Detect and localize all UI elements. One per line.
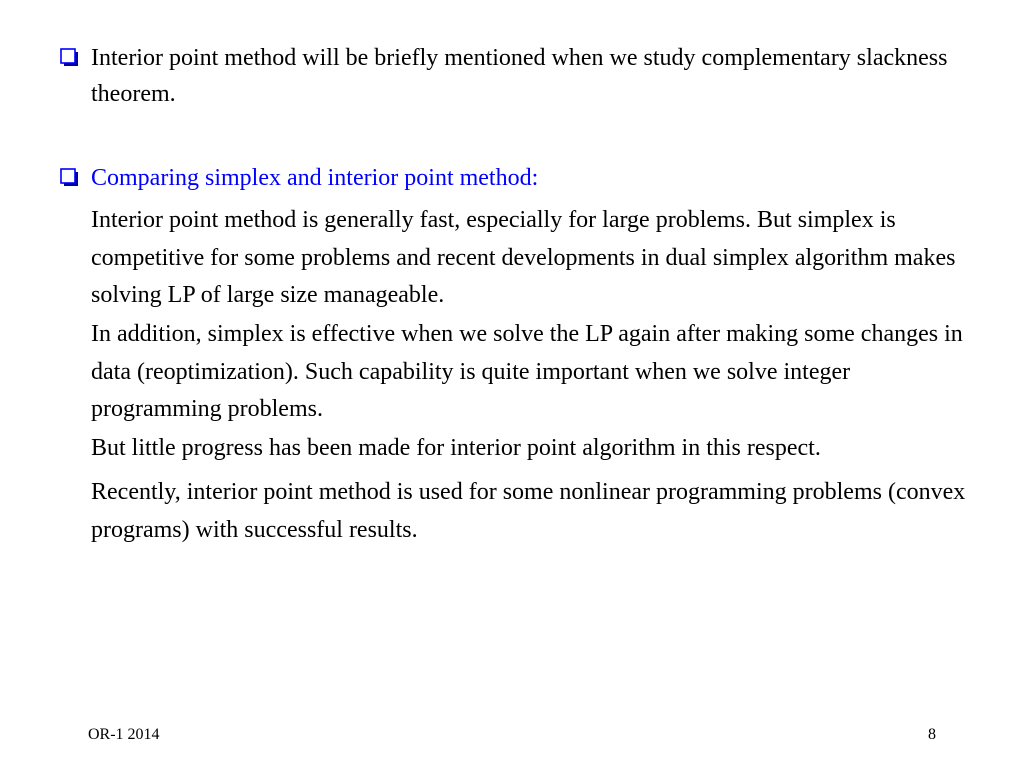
bullet-item-2 [60,160,960,196]
paragraph-1: Interior point method is generally fast, especially for large problems. But simplex is competitive for some problems and recent developments in dual simplex algorithm makes solving LP of large size manageable. [91,207,956,308]
section-heading: Comparing simplex and interior point method: [91,165,539,191]
checkbox-bullet-icon [60,48,79,67]
footer-course-label: OR-1 2014 [88,726,160,743]
paragraph-2: In addition, simplex is effective when we solve the LP again after making some changes in data (reoptimization). Such capability is quite important when we solve integer programming problems. [91,321,963,422]
paragraph-4: Recently, interior point method is used for some nonlinear programming problems (convex programs) with successful results. [91,479,966,543]
checkbox-bullet-icon [60,168,79,187]
bullet-item-1 [60,40,960,112]
paragraph-3: But little progress has been made for interior point algorithm in this respect. [91,435,821,461]
page-number: 8 [928,726,936,743]
bullet-text: Interior point method will be briefly mentioned when we study complementary slackness theorem. [91,45,948,107]
bullet-line [60,160,960,196]
bullet-line [60,40,960,112]
